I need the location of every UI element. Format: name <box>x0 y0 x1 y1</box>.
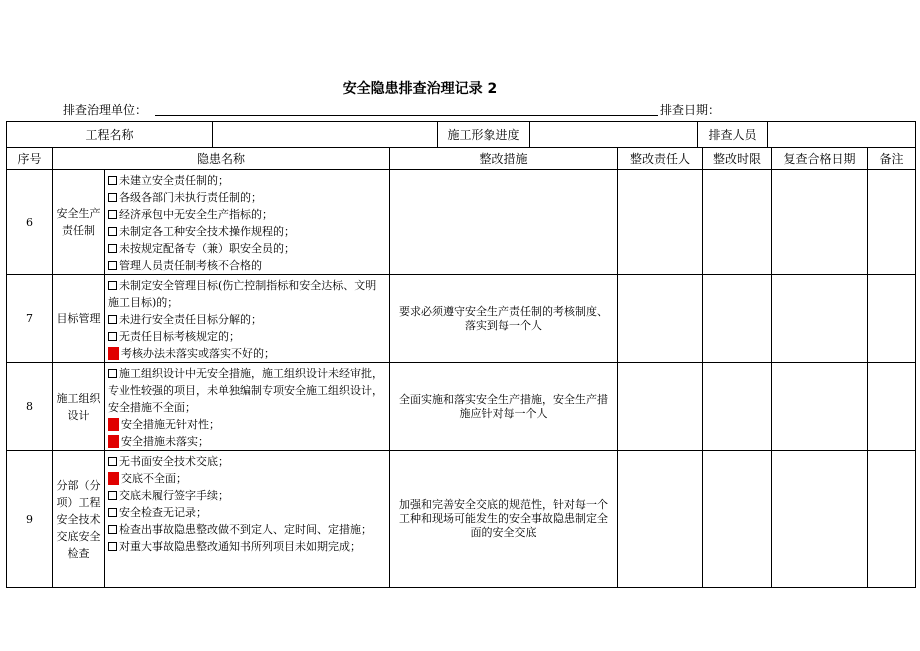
checkbox-icon[interactable] <box>108 457 117 466</box>
col-recheck-date: 复查合格日期 <box>772 148 868 170</box>
checkbox-icon[interactable] <box>108 491 117 500</box>
hazard-items <box>105 363 390 451</box>
hazard-item[interactable]: 经济承包中无安全生产指标的； <box>108 206 386 223</box>
row-measure <box>390 170 618 275</box>
hazard-item[interactable]: 未制定各工种安全技术操作规程的； <box>108 223 386 240</box>
row-remark[interactable] <box>868 363 916 451</box>
hazard-item[interactable]: 安全措施无针对性； <box>108 416 386 433</box>
col-remark: 备注 <box>868 148 916 170</box>
checkbox-icon[interactable] <box>108 227 117 236</box>
row-remark[interactable] <box>868 275 916 363</box>
document-title: 安全隐患排查治理记录 2 <box>342 81 498 97</box>
checkbox-marked-icon[interactable] <box>108 347 119 360</box>
hazard-item[interactable]: 无责任目标考核规定的； <box>108 328 386 345</box>
row-deadline[interactable] <box>703 363 772 451</box>
row-deadline[interactable] <box>703 451 772 588</box>
row-responsible[interactable] <box>618 275 703 363</box>
row-category: 分部（分项）工程安全技术交底安全检查 <box>53 451 105 588</box>
checkbox-icon[interactable] <box>108 281 117 290</box>
checkbox-icon[interactable] <box>108 193 117 202</box>
project-name-value[interactable] <box>213 122 438 148</box>
col-no: 序号 <box>7 148 53 170</box>
hazard-item[interactable]: 安全检查无记录； <box>108 504 386 521</box>
hazard-item[interactable]: 安全措施未落实； <box>108 433 386 450</box>
row-category: 安全生产责任制 <box>53 170 105 275</box>
row-measure: 要求必须遵守安全生产责任制的考核制度、落实到每一个人 <box>390 275 618 363</box>
col-measure: 整改措施 <box>390 148 618 170</box>
row-deadline[interactable] <box>703 275 772 363</box>
progress-value[interactable] <box>530 122 698 148</box>
col-hazard: 隐患名称 <box>53 148 390 170</box>
row-recheck-date[interactable] <box>772 451 868 588</box>
hazard-items <box>105 275 390 363</box>
row-remark[interactable] <box>868 170 916 275</box>
hazard-item[interactable]: 管理人员责任制考核不合格的 <box>108 257 386 274</box>
table-row <box>7 275 916 363</box>
hazard-item[interactable]: 各级各部门未执行责任制的； <box>108 189 386 206</box>
inspector-value[interactable] <box>768 122 916 148</box>
table-row <box>7 170 916 275</box>
row-responsible[interactable] <box>618 170 703 275</box>
row-measure: 全面实施和落实安全生产措施，安全生产措施应针对每一个人 <box>390 363 618 451</box>
row-category: 施工组织设计 <box>53 363 105 451</box>
row-responsible[interactable] <box>618 363 703 451</box>
date-label: 排查日期： <box>660 103 721 117</box>
row-recheck-date[interactable] <box>772 170 868 275</box>
project-info-table <box>6 121 916 148</box>
row-recheck-date[interactable] <box>772 275 868 363</box>
checkbox-marked-icon[interactable] <box>108 418 119 431</box>
hazard-item[interactable]: 未进行安全责任目标分解的； <box>108 311 386 328</box>
row-no: 6 <box>7 170 53 275</box>
hazard-item[interactable]: 对重大事故隐患整改通知书所列项目未如期完成； <box>108 538 386 555</box>
table-row <box>7 451 916 588</box>
hazard-item[interactable]: 施工组织设计中无安全措施，施工组织设计未经审批，专业性较强的项目，未单独编制专项安全施工组织设计，安全措施不全面； <box>108 367 383 414</box>
hazard-items <box>105 451 390 588</box>
hazard-item[interactable]: 交底未履行签字手续； <box>108 487 386 504</box>
hazard-item[interactable]: 未制定安全管理目标(伤亡控制指标和安全达标、文明施工目标)的； <box>108 279 377 309</box>
table-row <box>7 363 916 451</box>
unit-input-line[interactable] <box>155 115 658 116</box>
hazard-item[interactable]: 未按规定配备专（兼）职安全员的； <box>108 240 386 257</box>
hazard-item[interactable]: 无书面安全技术交底； <box>108 453 386 470</box>
checkbox-icon[interactable] <box>108 210 117 219</box>
checkbox-marked-icon[interactable] <box>108 435 119 448</box>
hazard-item[interactable]: 考核办法未落实或落实不好的； <box>108 345 386 362</box>
inspector-label: 排查人员 <box>698 122 768 148</box>
hazard-table <box>6 147 916 588</box>
checkbox-icon[interactable] <box>108 542 117 551</box>
checkbox-icon[interactable] <box>108 315 117 324</box>
row-category: 目标管理 <box>53 275 105 363</box>
row-no: 7 <box>7 275 53 363</box>
checkbox-icon[interactable] <box>108 261 117 270</box>
row-remark[interactable] <box>868 451 916 588</box>
row-responsible[interactable] <box>618 451 703 588</box>
col-responsible: 整改责任人 <box>618 148 703 170</box>
checkbox-marked-icon[interactable] <box>108 472 119 485</box>
hazard-item[interactable]: 检查出事故隐患整改做不到定人、定时间、定措施； <box>108 521 386 538</box>
hazard-items <box>105 170 390 275</box>
row-no: 8 <box>7 363 53 451</box>
column-header-row <box>7 148 916 170</box>
checkbox-icon[interactable] <box>108 176 117 185</box>
hazard-item[interactable]: 交底不全面； <box>108 470 386 487</box>
row-no: 9 <box>7 451 53 588</box>
project-name-label: 工程名称 <box>7 122 213 148</box>
row-deadline[interactable] <box>703 170 772 275</box>
checkbox-icon[interactable] <box>108 508 117 517</box>
row-measure: 加强和完善安全交底的规范性，针对每一个工种和现场可能发生的安全事故隐患制定全面的安全交底 <box>390 451 618 588</box>
unit-label: 排查治理单位： <box>63 103 148 117</box>
progress-label: 施工形象进度 <box>438 122 530 148</box>
row-recheck-date[interactable] <box>772 363 868 451</box>
checkbox-icon[interactable] <box>108 369 117 378</box>
checkbox-icon[interactable] <box>108 244 117 253</box>
checkbox-icon[interactable] <box>108 332 117 341</box>
hazard-item[interactable]: 未建立安全责任制的； <box>108 172 386 189</box>
checkbox-icon[interactable] <box>108 525 117 534</box>
col-deadline: 整改时限 <box>703 148 772 170</box>
